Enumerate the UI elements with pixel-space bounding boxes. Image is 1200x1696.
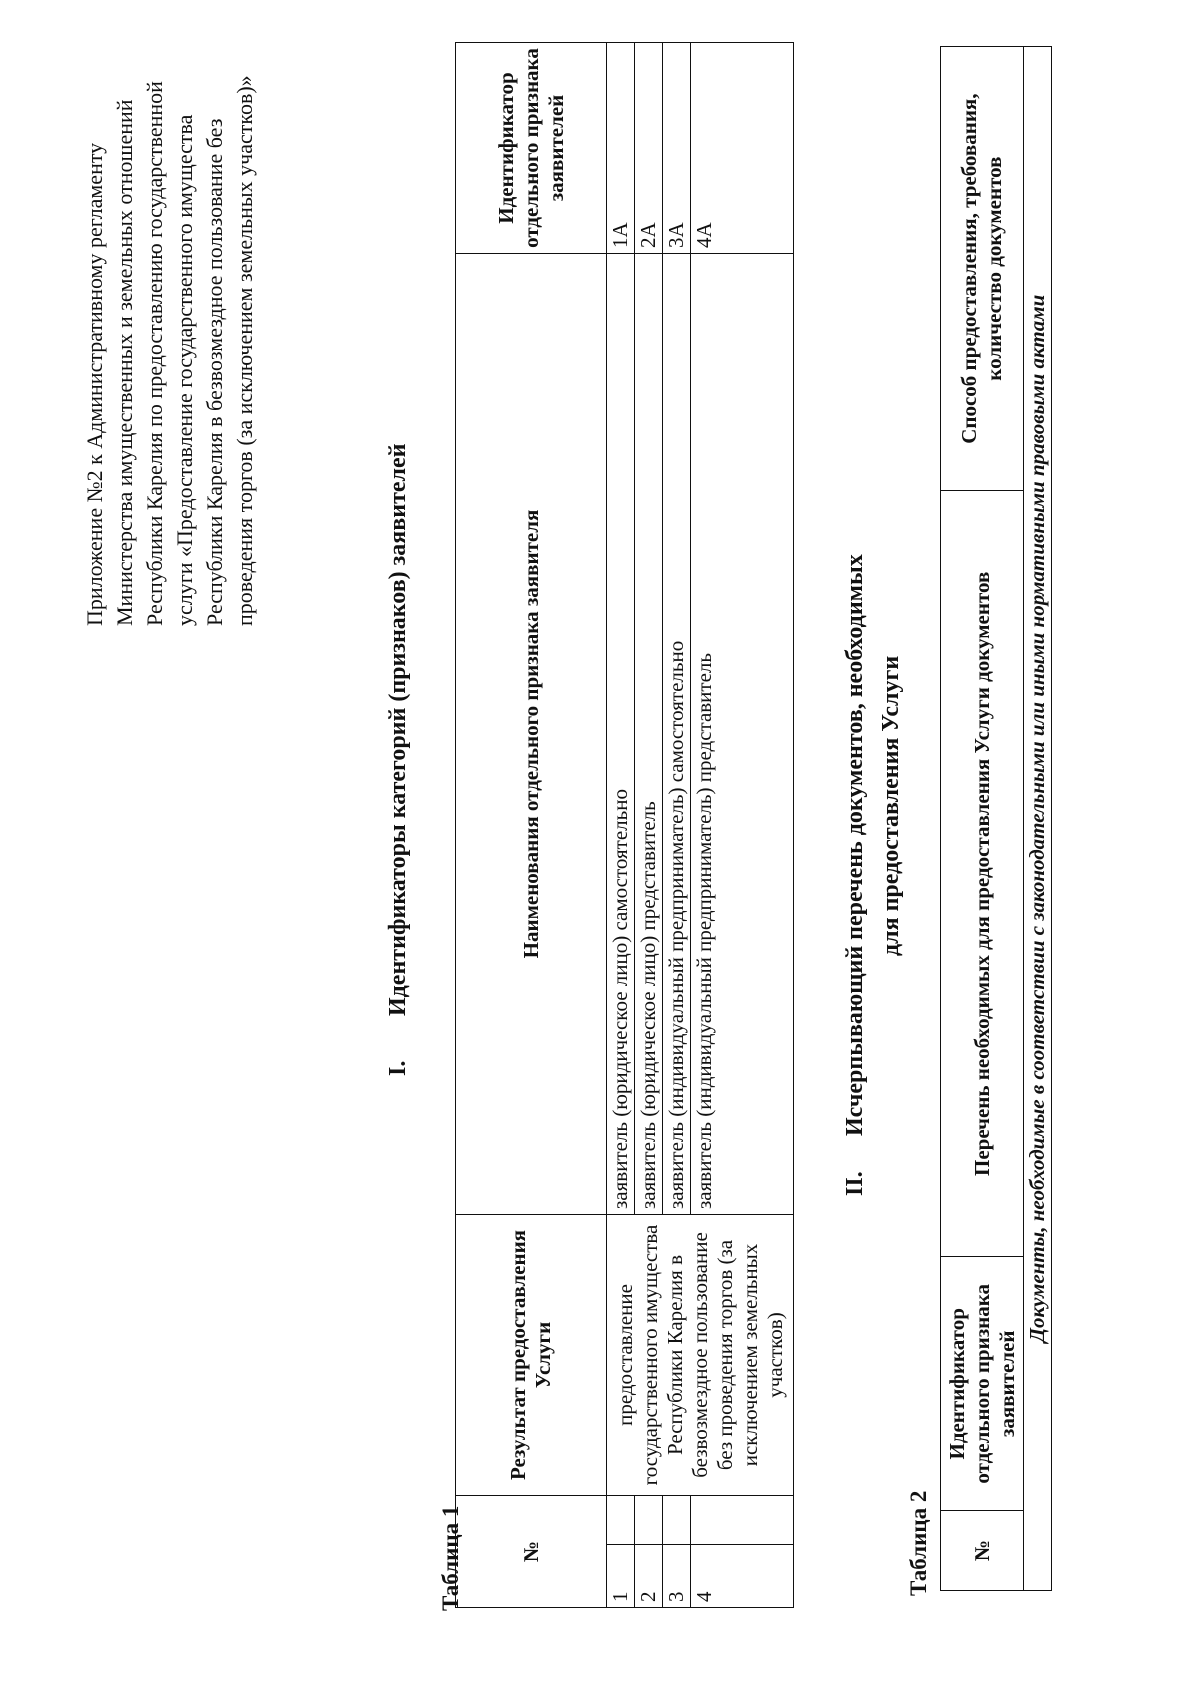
appendix-note: Приложение №2 к Административному регламенту Министерства имущественных и земельных отношений Республики Карелия по предоставлению государственной услуги «Предоставление государственного имущества Республики Карелия в безвозмездное пользование без проведения торгов (за исключением земельных участков)» bbox=[82, 75, 257, 626]
row-spacer bbox=[663, 1496, 691, 1545]
row-name: заявитель (юридическое лицо) представитель bbox=[635, 254, 663, 1215]
row-name: заявитель (юридическое лицо) самостоятельно bbox=[607, 254, 635, 1215]
section-1-number: I. bbox=[385, 1060, 411, 1076]
row-id: 2А bbox=[635, 43, 663, 254]
table-1-header-name: Наименования отдельного признака заявителя bbox=[456, 254, 607, 1215]
row-num: 1 bbox=[607, 1545, 635, 1608]
row-id: 4А bbox=[691, 43, 794, 254]
table-row bbox=[1024, 47, 1052, 1591]
table-2 bbox=[940, 46, 1052, 1591]
row-num: 2 bbox=[635, 1545, 663, 1608]
section-2-number: II. bbox=[842, 1171, 868, 1196]
table-2-header-id: Идентификатор отдельного признака заявителей bbox=[941, 1257, 1024, 1511]
row-spacer bbox=[607, 1496, 635, 1545]
table-2-header-num: № bbox=[941, 1511, 1024, 1591]
row-id: 1А bbox=[607, 43, 635, 254]
section-2-heading bbox=[842, 554, 869, 1196]
section-2-title-line1: Исчерпывающий перечень документов, необходимых bbox=[842, 554, 868, 1136]
section-1-heading bbox=[385, 444, 412, 1076]
row-num: 3 bbox=[663, 1545, 691, 1608]
section-2-title-line2: для предоставления Услуги bbox=[878, 655, 904, 956]
table-1-header-row bbox=[456, 43, 607, 1608]
table-2-header-method: Способ предоставления, требования, количество документов bbox=[941, 47, 1024, 491]
table-1-caption: Таблица 1 bbox=[438, 1505, 463, 1611]
row-spacer bbox=[635, 1496, 663, 1545]
row-name: заявитель (индивидуальный предприниматель) представитель bbox=[691, 254, 794, 1215]
row-name: заявитель (индивидуальный предприниматель) самостоятельно bbox=[663, 254, 691, 1215]
table-1-header-id: Идентификатор отдельного признака заявителей bbox=[456, 43, 607, 254]
merged-result-cell: предоставление государственного имущества Республики Карелия в безвозмездное пользование без проведения торгов (за исключением земельных участков) bbox=[607, 1215, 794, 1496]
section-1-title: Идентификаторы категорий (признаков) заявителей bbox=[385, 443, 411, 1016]
table-row bbox=[607, 43, 635, 1608]
table-2-header-list: Перечень необходимых для предоставления Услуги документов bbox=[941, 491, 1024, 1257]
row-spacer bbox=[691, 1496, 794, 1545]
table-2-caption: Таблица 2 bbox=[906, 1490, 931, 1596]
table-2-subheader: Документы, необходимые в соответствии с законодательными или иными нормативными правовыми актами bbox=[1024, 47, 1052, 1591]
table-2-header-row bbox=[941, 47, 1024, 1591]
table-1 bbox=[455, 42, 794, 1608]
row-num: 4 bbox=[691, 1545, 794, 1608]
row-id: 3А bbox=[663, 43, 691, 254]
table-1-header-num: № bbox=[456, 1496, 607, 1608]
table-1-header-result: Результат предоставления Услуги bbox=[456, 1215, 607, 1496]
